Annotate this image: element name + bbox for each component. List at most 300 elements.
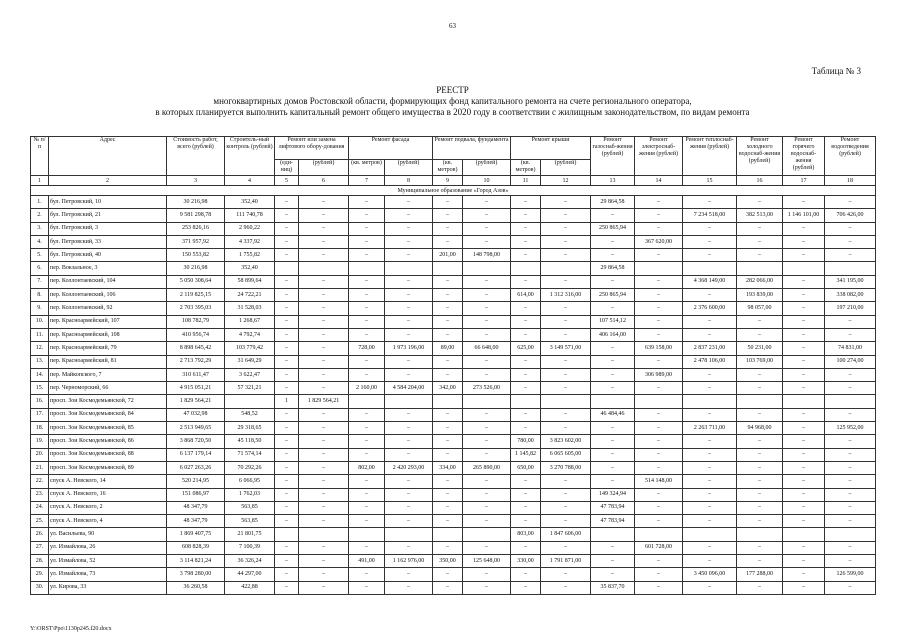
basement-sqm-cell: 342,00 — [433, 382, 463, 395]
elevator-rubles-cell — [299, 262, 349, 275]
facade-sqm-cell: – — [349, 315, 385, 328]
cost-cell: 6 027 263,26 — [167, 461, 225, 474]
hot-water-cell: – — [783, 368, 825, 381]
facade-rubles-cell: – — [385, 209, 433, 222]
hot-water-cell: – — [783, 302, 825, 315]
elevator-rubles-cell: – — [299, 289, 349, 302]
roof-rubles-cell: – — [541, 568, 591, 581]
subheader-sq-m: (кв. метров) — [433, 160, 463, 176]
table-row — [31, 488, 876, 501]
row-number: 28. — [31, 555, 49, 568]
cold-water-cell: – — [737, 541, 783, 554]
cold-water-cell: – — [737, 461, 783, 474]
roof-sqm-cell: 625,00 — [511, 342, 541, 355]
cold-water-cell: 98 057,00 — [737, 302, 783, 315]
header-cost: Стоимость работ, всего (рублей) — [167, 137, 225, 176]
subheader-rubles: (рублей) — [299, 160, 349, 176]
table-row — [31, 235, 876, 248]
control-cell — [225, 395, 275, 408]
subheader-rubles: (рублей) — [541, 160, 591, 176]
hot-water-cell — [783, 528, 825, 541]
column-numbers-row — [31, 176, 876, 186]
facade-sqm-cell: – — [349, 249, 385, 262]
subheader-sq-m: (кв. метров) — [349, 160, 385, 176]
elevator-units-cell — [275, 262, 299, 275]
cold-water-cell: 50 231,00 — [737, 342, 783, 355]
electric-cell: – — [635, 289, 683, 302]
column-number: 10 — [463, 176, 511, 186]
roof-rubles-cell: – — [541, 581, 591, 594]
elevator-units-cell: – — [275, 461, 299, 474]
sewer-cell: – — [825, 222, 876, 235]
table-row — [31, 528, 876, 541]
elevator-rubles-cell: – — [299, 315, 349, 328]
basement-rubles-cell — [463, 262, 511, 275]
gas-cell: – — [591, 541, 635, 554]
sewer-cell — [825, 395, 876, 408]
basement-sqm-cell — [433, 262, 463, 275]
column-number: 5 — [275, 176, 299, 186]
heat-cell: – — [683, 408, 737, 421]
row-number: 19. — [31, 435, 49, 448]
cost-cell: 3 868 720,50 — [167, 435, 225, 448]
facade-sqm-cell: – — [349, 368, 385, 381]
facade-sqm-cell: – — [349, 581, 385, 594]
sewer-cell: 197 210,00 — [825, 302, 876, 315]
elevator-units-cell: – — [275, 448, 299, 461]
column-number: 13 — [591, 176, 635, 186]
gas-cell: – — [591, 435, 635, 448]
elevator-units-cell: – — [275, 355, 299, 368]
control-cell: 1 268,67 — [225, 315, 275, 328]
sewer-cell: – — [825, 541, 876, 554]
row-number: 21. — [31, 461, 49, 474]
basement-sqm-cell: – — [433, 289, 463, 302]
control-cell: 111 740,78 — [225, 209, 275, 222]
basement-sqm-cell: 89,00 — [433, 342, 463, 355]
electric-cell: – — [635, 461, 683, 474]
cost-cell: 1 829 564,21 — [167, 395, 225, 408]
elevator-rubles-cell: – — [299, 368, 349, 381]
gas-cell: 46 484,46 — [591, 408, 635, 421]
roof-rubles-cell: – — [541, 541, 591, 554]
sewer-cell: – — [825, 235, 876, 248]
gas-cell — [591, 395, 635, 408]
basement-rubles-cell: – — [463, 235, 511, 248]
row-number: 18. — [31, 422, 49, 435]
column-number: 6 — [299, 176, 349, 186]
elevator-units-cell: – — [275, 581, 299, 594]
table-row — [31, 541, 876, 554]
table-row — [31, 355, 876, 368]
facade-rubles-cell: – — [385, 541, 433, 554]
electric-cell: – — [635, 196, 683, 209]
control-cell: 352,40 — [225, 262, 275, 275]
basement-rubles-cell: 273 526,00 — [463, 382, 511, 395]
cold-water-cell — [737, 395, 783, 408]
roof-rubles-cell: – — [541, 196, 591, 209]
control-cell: 563,85 — [225, 501, 275, 514]
table-row — [31, 501, 876, 514]
basement-sqm-cell — [433, 528, 463, 541]
document-subtitle-line-1: многоквартирных домов Ростовской области, формирующих фонд капитального ремонта на счете регионального оператора, — [213, 96, 692, 106]
cost-cell: 150 553,82 — [167, 249, 225, 262]
roof-sqm-cell: – — [511, 275, 541, 288]
facade-rubles-cell: – — [385, 249, 433, 262]
facade-sqm-cell: – — [349, 475, 385, 488]
gas-cell: 250 865,94 — [591, 289, 635, 302]
sewer-cell: 706 426,00 — [825, 209, 876, 222]
elevator-units-cell: – — [275, 209, 299, 222]
header-heat: Ремонт теплоснаб-жения (рублей) — [683, 137, 737, 176]
hot-water-cell — [783, 395, 825, 408]
address-cell: просп. Зои Космодемьянской, 88 — [49, 448, 167, 461]
elevator-rubles-cell: – — [299, 435, 349, 448]
row-number: 13. — [31, 355, 49, 368]
row-number: 2. — [31, 209, 49, 222]
column-number: 9 — [433, 176, 463, 186]
address-cell: ул. Кирова, 33 — [49, 581, 167, 594]
roof-sqm-cell: – — [511, 196, 541, 209]
facade-sqm-cell: – — [349, 289, 385, 302]
table-row — [31, 289, 876, 302]
cold-water-cell: – — [737, 435, 783, 448]
control-cell: 58 899,64 — [225, 275, 275, 288]
facade-sqm-cell: – — [349, 501, 385, 514]
basement-sqm-cell: – — [433, 581, 463, 594]
facade-rubles-cell: 1 973 196,00 — [385, 342, 433, 355]
hot-water-cell: – — [783, 328, 825, 341]
municipality-label: Муниципальное образование «Город Азов» — [31, 186, 876, 196]
basement-rubles-cell: 66 648,00 — [463, 342, 511, 355]
electric-cell: – — [635, 275, 683, 288]
hot-water-cell: – — [783, 235, 825, 248]
table-row — [31, 475, 876, 488]
gas-cell: 29 864,58 — [591, 262, 635, 275]
electric-cell: 514 148,00 — [635, 475, 683, 488]
elevator-rubles-cell: – — [299, 235, 349, 248]
cost-cell: 30 216,98 — [167, 196, 225, 209]
electric-cell: 367 620,00 — [635, 235, 683, 248]
roof-sqm-cell: 330,00 — [511, 555, 541, 568]
elevator-rubles-cell: – — [299, 275, 349, 288]
row-number: 4. — [31, 235, 49, 248]
address-cell: ул. Измайлова, 52 — [49, 555, 167, 568]
elevator-rubles-cell: – — [299, 222, 349, 235]
hot-water-cell: – — [783, 461, 825, 474]
row-number: 26. — [31, 528, 49, 541]
cold-water-cell: – — [737, 249, 783, 262]
subheader-units: (еди-ниц) — [275, 160, 299, 176]
basement-sqm-cell: – — [433, 196, 463, 209]
cold-water-cell: 177 288,00 — [737, 568, 783, 581]
elevator-units-cell: – — [275, 368, 299, 381]
row-number: 8. — [31, 289, 49, 302]
control-cell: 57 321,21 — [225, 382, 275, 395]
heat-cell: – — [683, 515, 737, 528]
basement-sqm-cell: 334,00 — [433, 461, 463, 474]
heat-cell: – — [683, 501, 737, 514]
hot-water-cell: – — [783, 355, 825, 368]
roof-rubles-cell: – — [541, 515, 591, 528]
facade-sqm-cell — [349, 262, 385, 275]
hot-water-cell: – — [783, 249, 825, 262]
sewer-cell: – — [825, 461, 876, 474]
table-row — [31, 302, 876, 315]
hot-water-cell: – — [783, 501, 825, 514]
gas-cell: – — [591, 555, 635, 568]
electric-cell: – — [635, 435, 683, 448]
facade-sqm-cell: – — [349, 275, 385, 288]
cold-water-cell: – — [737, 448, 783, 461]
address-cell: пер. Красноармейский, 107 — [49, 315, 167, 328]
gas-cell: – — [591, 235, 635, 248]
elevator-rubles-cell: – — [299, 461, 349, 474]
hot-water-cell: – — [783, 342, 825, 355]
cost-cell: 410 956,74 — [167, 328, 225, 341]
cost-cell: 4 915 051,21 — [167, 382, 225, 395]
electric-cell: – — [635, 555, 683, 568]
control-cell: 29 318,65 — [225, 422, 275, 435]
facade-rubles-cell: – — [385, 235, 433, 248]
basement-sqm-cell: – — [433, 209, 463, 222]
facade-sqm-cell: 728,00 — [349, 342, 385, 355]
control-cell: 31 649,29 — [225, 355, 275, 368]
elevator-rubles-cell: – — [299, 422, 349, 435]
cost-cell: 3 114 821,24 — [167, 555, 225, 568]
cost-cell: 36 260,58 — [167, 581, 225, 594]
roof-rubles-cell: – — [541, 475, 591, 488]
elevator-rubles-cell: – — [299, 568, 349, 581]
heat-cell — [683, 262, 737, 275]
elevator-rubles-cell: – — [299, 541, 349, 554]
cost-cell: 30 216,98 — [167, 262, 225, 275]
table-row — [31, 342, 876, 355]
basement-sqm-cell: – — [433, 275, 463, 288]
basement-sqm-cell: – — [433, 501, 463, 514]
facade-sqm-cell: – — [349, 435, 385, 448]
sewer-cell: – — [825, 315, 876, 328]
address-cell: просп. Зои Космодемьянской, 72 — [49, 395, 167, 408]
cold-water-cell: – — [737, 315, 783, 328]
table-row — [31, 408, 876, 421]
facade-sqm-cell: – — [349, 209, 385, 222]
hot-water-cell: – — [783, 422, 825, 435]
cost-cell: 5 050 308,64 — [167, 275, 225, 288]
control-cell: 21 801,75 — [225, 528, 275, 541]
roof-sqm-cell: – — [511, 515, 541, 528]
table-row — [31, 395, 876, 408]
facade-rubles-cell — [385, 262, 433, 275]
hot-water-cell: – — [783, 515, 825, 528]
heat-cell: – — [683, 368, 737, 381]
cost-cell: 108 782,79 — [167, 315, 225, 328]
elevator-units-cell: – — [275, 435, 299, 448]
facade-rubles-cell: – — [385, 475, 433, 488]
cold-water-cell: 103 769,00 — [737, 355, 783, 368]
facade-sqm-cell: – — [349, 408, 385, 421]
cold-water-cell: – — [737, 368, 783, 381]
roof-rubles-cell: 3 823 602,00 — [541, 435, 591, 448]
control-cell: 563,85 — [225, 515, 275, 528]
electric-cell: – — [635, 408, 683, 421]
gas-cell: – — [591, 275, 635, 288]
heat-cell: 7 234 518,00 — [683, 209, 737, 222]
gas-cell: – — [591, 249, 635, 262]
gas-cell: 35 837,70 — [591, 581, 635, 594]
hot-water-cell: – — [783, 408, 825, 421]
roof-sqm-cell: – — [511, 302, 541, 315]
basement-rubles-cell: 265 890,00 — [463, 461, 511, 474]
cost-cell: 371 957,92 — [167, 235, 225, 248]
elevator-units-cell: – — [275, 222, 299, 235]
basement-sqm-cell: – — [433, 328, 463, 341]
header-address: Адрес — [49, 137, 167, 176]
sewer-cell: – — [825, 435, 876, 448]
basement-rubles-cell: – — [463, 328, 511, 341]
electric-cell: – — [635, 515, 683, 528]
basement-sqm-cell: – — [433, 541, 463, 554]
address-cell: пер. Красноармейский, 79 — [49, 342, 167, 355]
roof-sqm-cell: 1 145,82 — [511, 448, 541, 461]
table-caption: Таблица № 3 — [811, 66, 861, 76]
heat-cell: – — [683, 289, 737, 302]
basement-rubles-cell — [463, 395, 511, 408]
facade-rubles-cell — [385, 395, 433, 408]
heat-cell: – — [683, 581, 737, 594]
basement-sqm-cell: – — [433, 515, 463, 528]
facade-sqm-cell: – — [349, 222, 385, 235]
heat-cell: – — [683, 555, 737, 568]
header-electric: Ремонт электроснаб-жения (рублей) — [635, 137, 683, 176]
cost-cell: 608 828,39 — [167, 541, 225, 554]
heat-cell: 2 263 711,00 — [683, 422, 737, 435]
column-number: 3 — [167, 176, 225, 186]
column-number: 17 — [783, 176, 825, 186]
cold-water-cell: – — [737, 555, 783, 568]
table-row — [31, 315, 876, 328]
basement-sqm-cell: – — [433, 355, 463, 368]
facade-rubles-cell: 4 584 204,00 — [385, 382, 433, 395]
heat-cell: – — [683, 475, 737, 488]
gas-cell — [591, 528, 635, 541]
facade-sqm-cell: 491,00 — [349, 555, 385, 568]
cold-water-cell: – — [737, 235, 783, 248]
heat-cell: – — [683, 448, 737, 461]
heat-cell: – — [683, 249, 737, 262]
hot-water-cell: – — [783, 541, 825, 554]
electric-cell: – — [635, 501, 683, 514]
address-cell: ул. Васильева, 90 — [49, 528, 167, 541]
facade-sqm-cell: 2 160,00 — [349, 382, 385, 395]
column-number: 2 — [49, 176, 167, 186]
table-row — [31, 249, 876, 262]
basement-sqm-cell: – — [433, 235, 463, 248]
control-cell: 71 574,14 — [225, 448, 275, 461]
facade-sqm-cell: – — [349, 515, 385, 528]
address-cell: спуск А. Невского, 16 — [49, 488, 167, 501]
elevator-units-cell — [275, 528, 299, 541]
heat-cell: 2 478 106,00 — [683, 355, 737, 368]
elevator-rubles-cell: – — [299, 408, 349, 421]
roof-rubles-cell: 1 312 316,00 — [541, 289, 591, 302]
sewer-cell: – — [825, 196, 876, 209]
facade-sqm-cell: – — [349, 448, 385, 461]
hot-water-cell: – — [783, 448, 825, 461]
hot-water-cell: – — [783, 382, 825, 395]
roof-sqm-cell: – — [511, 581, 541, 594]
gas-cell: – — [591, 342, 635, 355]
roof-rubles-cell: 3 149 571,00 — [541, 342, 591, 355]
roof-rubles-cell: – — [541, 235, 591, 248]
gas-cell: 406 164,00 — [591, 328, 635, 341]
cold-water-cell: – — [737, 222, 783, 235]
elevator-units-cell: – — [275, 315, 299, 328]
cost-cell: 8 898 645,42 — [167, 342, 225, 355]
cold-water-cell: – — [737, 196, 783, 209]
elevator-rubles-cell: 1 829 564,21 — [299, 395, 349, 408]
document-subtitle-line-2: в которых планируется выполнить капитальный ремонт общего имущества в 2020 году в соответствии с жилищным законодательством, по видам ремонта — [155, 107, 750, 117]
basement-sqm-cell: – — [433, 448, 463, 461]
gas-cell: 250 865,94 — [591, 222, 635, 235]
hot-water-cell — [783, 262, 825, 275]
control-cell: 422,88 — [225, 581, 275, 594]
roof-sqm-cell: – — [511, 488, 541, 501]
cost-cell: 9 581 298,78 — [167, 209, 225, 222]
control-cell: 7 100,39 — [225, 541, 275, 554]
control-cell: 2 960,22 — [225, 222, 275, 235]
roof-rubles-cell — [541, 262, 591, 275]
row-number: 27. — [31, 541, 49, 554]
heat-cell — [683, 528, 737, 541]
elevator-units-cell: – — [275, 422, 299, 435]
hot-water-cell: – — [783, 555, 825, 568]
cost-cell: 48 347,79 — [167, 515, 225, 528]
hot-water-cell: – — [783, 196, 825, 209]
sewer-cell — [825, 262, 876, 275]
elevator-units-cell: – — [275, 249, 299, 262]
roof-rubles-cell: – — [541, 355, 591, 368]
table-row — [31, 515, 876, 528]
heat-cell: 2 376 600,00 — [683, 302, 737, 315]
header-cold-water: Ремонт холодного водоснаб-жения (рублей) — [737, 137, 783, 176]
sewer-cell: – — [825, 581, 876, 594]
elevator-units-cell: – — [275, 342, 299, 355]
header-elevator: Ремонт или замена лифтового обору-дования — [275, 137, 349, 160]
facade-sqm-cell: 802,00 — [349, 461, 385, 474]
roof-sqm-cell: – — [511, 355, 541, 368]
table-row — [31, 196, 876, 209]
roof-rubles-cell: – — [541, 222, 591, 235]
roof-rubles-cell: 3 270 788,00 — [541, 461, 591, 474]
control-cell: 4 337,92 — [225, 235, 275, 248]
sewer-cell: 126 599,00 — [825, 568, 876, 581]
cold-water-cell: – — [737, 501, 783, 514]
facade-rubles-cell: – — [385, 289, 433, 302]
electric-cell: – — [635, 581, 683, 594]
facade-sqm-cell: – — [349, 355, 385, 368]
column-number: 14 — [635, 176, 683, 186]
roof-sqm-cell: 780,00 — [511, 435, 541, 448]
elevator-units-cell: – — [275, 235, 299, 248]
sewer-cell: – — [825, 555, 876, 568]
table-row — [31, 581, 876, 594]
cost-cell: 2 119 825,15 — [167, 289, 225, 302]
address-cell: спуск А. Невского, 2 — [49, 501, 167, 514]
basement-rubles-cell: – — [463, 488, 511, 501]
elevator-units-cell: – — [275, 501, 299, 514]
row-number: 16. — [31, 395, 49, 408]
